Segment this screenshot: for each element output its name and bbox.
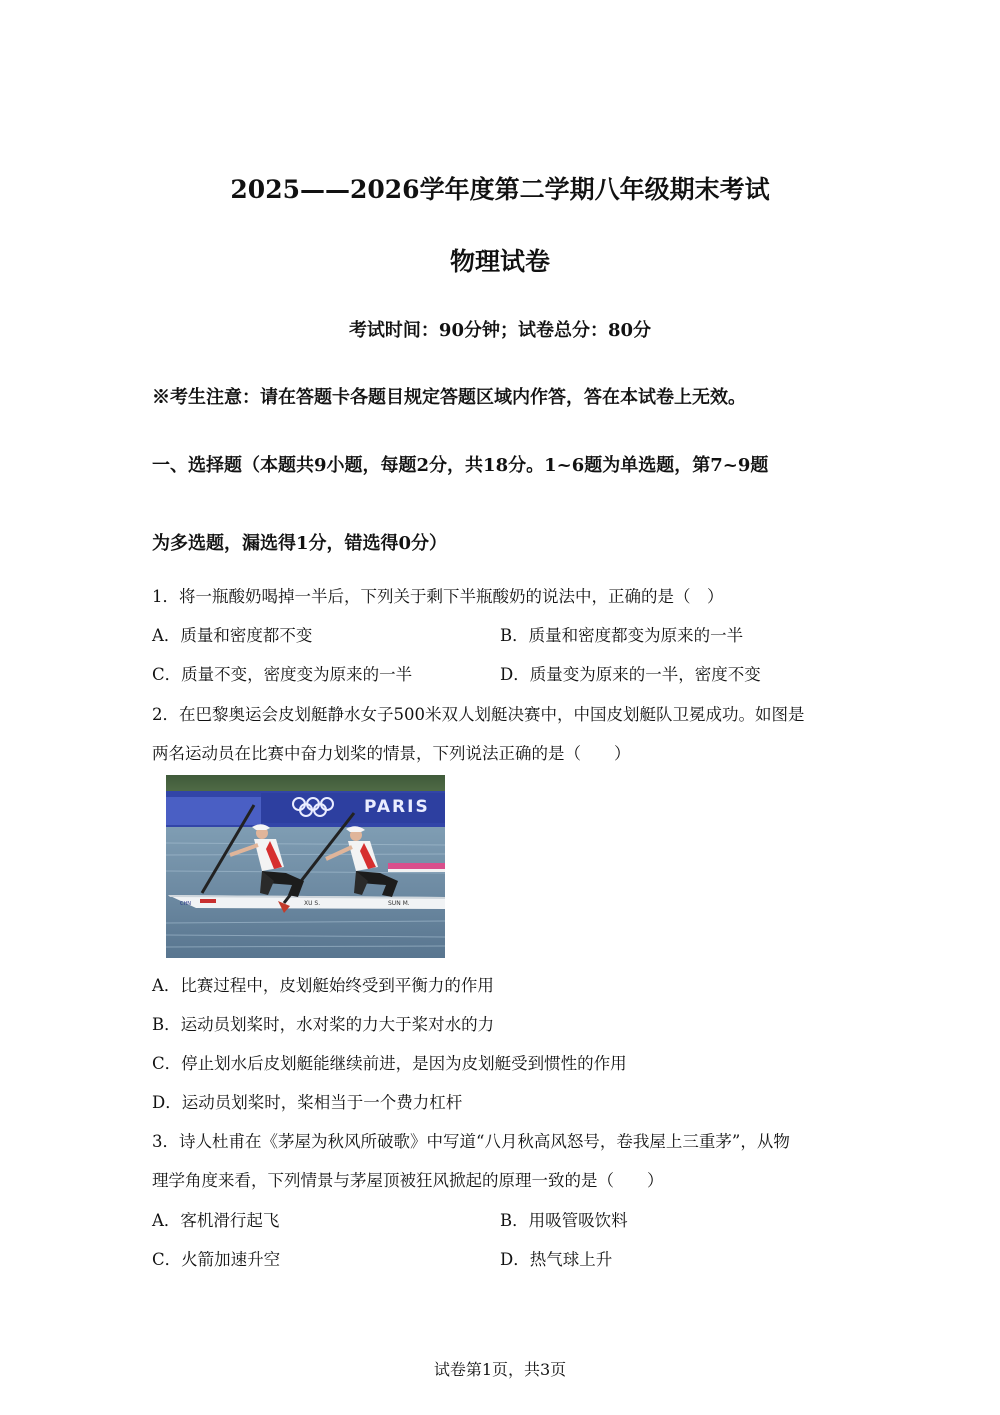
question-3-option-a: A．客机滑行起飞 <box>152 1211 280 1230</box>
section-heading-line1: 一、选择题（本题共9小题，每题2分，共18分。1~6题为单选题，第7~9题 <box>152 455 769 476</box>
photo-banner-text: PARIS <box>364 797 430 817</box>
question-3-option-b: B．用吸管吸饮料 <box>500 1211 628 1230</box>
question-1-option-d: D．质量变为原来的一半，密度不变 <box>500 665 761 684</box>
photo-name-left: XU S. <box>304 900 321 907</box>
question-1-option-a: A．质量和密度都不变 <box>152 626 313 645</box>
question-3-option-c: C．火箭加速升空 <box>152 1250 281 1269</box>
question-2-option-a: A．比赛过程中，皮划艇始终受到平衡力的作用 <box>152 976 494 995</box>
question-2-option-c: C．停止划水后皮划艇能继续前进，是因为皮划艇受到惯性的作用 <box>152 1054 627 1073</box>
question-2-option-b: B．运动员划桨时，水对桨的力大于桨对水的力 <box>152 1015 495 1034</box>
page-footer: 试卷第1页，共3页 <box>433 1360 567 1379</box>
exam-info: 考试时间：90分钟；试卷总分：80分 <box>348 320 652 341</box>
candidate-notice: ※考生注意：请在答题卡各题目规定答题区域内作答，答在本试卷上无效。 <box>152 387 746 408</box>
canoe-race-photo <box>166 775 445 958</box>
exam-title: 2025——2026学年度第二学期八年级期末考试 <box>230 175 770 204</box>
question-3-stem-line1: 3．诗人杜甫在《茅屋为秋风所破歌》中写道“八月秋高风怒号，卷我屋上三重茅”，从物 <box>152 1132 790 1151</box>
photo-flag-text: CHN <box>180 901 191 907</box>
question-3-stem-line2: 理学角度来看，下列情景与茅屋顶被狂风掀起的原理一致的是（ ） <box>152 1171 664 1190</box>
subject-title: 物理试卷 <box>449 247 550 276</box>
question-2-stem-line2: 两名运动员在比赛中奋力划桨的情景，下列说法正确的是（ ） <box>152 744 631 763</box>
question-1-stem: 1．将一瓶酸奶喝掉一半后，下列关于剩下半瓶酸奶的说法中，正确的是（ ） <box>152 587 724 606</box>
question-3-option-d: D．热气球上升 <box>500 1250 613 1269</box>
question-1-option-b: B．质量和密度都变为原来的一半 <box>500 626 744 645</box>
photo-name-right: SUN M. <box>388 900 410 907</box>
question-1-option-c: C．质量不变，密度变为原来的一半 <box>152 665 413 684</box>
section-heading-line2: 为多选题，漏选得1分，错选得0分） <box>152 533 448 554</box>
question-2-option-d: D．运动员划桨时，桨相当于一个费力杠杆 <box>152 1093 463 1112</box>
question-2-stem-line1: 2．在巴黎奥运会皮划艇静水女子500米双人划艇决赛中，中国皮划艇队卫冕成功。如图是 <box>152 705 805 724</box>
